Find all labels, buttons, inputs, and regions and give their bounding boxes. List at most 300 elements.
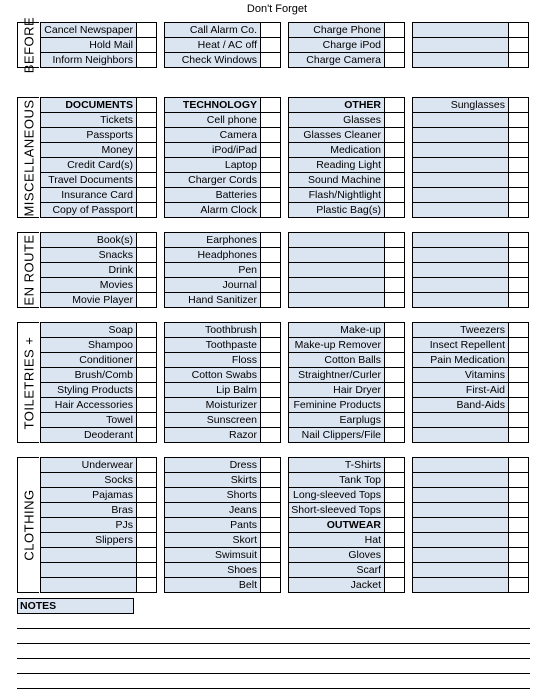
checklist-row: [41, 113, 157, 128]
checklist-row: [165, 578, 281, 593]
check-box[interactable]: [261, 158, 281, 173]
section-clothing: [17, 457, 537, 593]
check-box[interactable]: [137, 188, 157, 203]
item-label: Hair Accessories: [41, 398, 137, 413]
check-box[interactable]: [385, 203, 405, 218]
check-box[interactable]: [137, 38, 157, 53]
check-box[interactable]: [261, 503, 281, 518]
check-box[interactable]: [509, 278, 529, 293]
item-label: Straightner/Curler: [289, 368, 385, 383]
check-box[interactable]: [261, 533, 281, 548]
item-label: [289, 248, 385, 263]
checklist-row: [289, 113, 405, 128]
item-label: Band-Aids: [413, 398, 509, 413]
check-box[interactable]: [137, 233, 157, 248]
checklist-row: [413, 113, 529, 128]
checklist-column: [164, 97, 281, 218]
check-box[interactable]: [509, 563, 529, 578]
check-box[interactable]: [137, 143, 157, 158]
item-label: Towel: [41, 413, 137, 428]
item-label: [413, 503, 509, 518]
checklist-row: [413, 488, 529, 503]
check-box[interactable]: [385, 323, 405, 338]
check-box[interactable]: [137, 368, 157, 383]
checklist-row: [289, 23, 405, 38]
section-before: [17, 16, 537, 74]
check-box[interactable]: [509, 353, 529, 368]
item-label: Pants: [165, 518, 261, 533]
checklist-row: [165, 188, 281, 203]
checklist-row: [165, 113, 281, 128]
checklist-row: [165, 263, 281, 278]
check-box[interactable]: [509, 143, 529, 158]
check-box[interactable]: [509, 173, 529, 188]
checklist-row: [289, 563, 405, 578]
item-label: [413, 428, 509, 443]
item-label: [413, 143, 509, 158]
item-label: Book(s): [41, 233, 137, 248]
item-label: Insurance Card: [41, 188, 137, 203]
check-box[interactable]: [509, 188, 529, 203]
check-box[interactable]: [509, 338, 529, 353]
item-label: [413, 458, 509, 473]
checklist-row: [41, 188, 157, 203]
check-box[interactable]: [509, 128, 529, 143]
check-box[interactable]: [509, 383, 529, 398]
check-box[interactable]: [385, 338, 405, 353]
item-label: Movies: [41, 278, 137, 293]
check-box[interactable]: [137, 518, 157, 533]
item-label: Cotton Swabs: [165, 368, 261, 383]
check-box[interactable]: [137, 278, 157, 293]
check-box[interactable]: [261, 548, 281, 563]
checklist-row: [41, 578, 157, 593]
check-box[interactable]: [385, 233, 405, 248]
checklist-row: [289, 338, 405, 353]
notes-line[interactable]: [17, 658, 530, 659]
item-label: Drink: [41, 263, 137, 278]
item-label: T-Shirts: [289, 458, 385, 473]
section-toiletries: [17, 322, 537, 443]
notes-line[interactable]: [17, 673, 530, 674]
checklist-row: [413, 398, 529, 413]
check-box[interactable]: [261, 278, 281, 293]
check-box[interactable]: [385, 53, 405, 68]
item-label: Jeans: [165, 503, 261, 518]
check-box[interactable]: [261, 488, 281, 503]
item-label: [413, 473, 509, 488]
check-box[interactable]: [385, 503, 405, 518]
check-box[interactable]: [137, 428, 157, 443]
checklist-row: [413, 563, 529, 578]
check-box[interactable]: [261, 578, 281, 593]
check-box[interactable]: [261, 323, 281, 338]
check-box[interactable]: [509, 473, 529, 488]
checklist-row: [41, 368, 157, 383]
checklist-row: [41, 488, 157, 503]
check-box[interactable]: [385, 128, 405, 143]
checklist-column: [412, 22, 529, 68]
check-box[interactable]: [261, 113, 281, 128]
check-box[interactable]: [137, 563, 157, 578]
checklist-row: [165, 473, 281, 488]
check-box[interactable]: [385, 428, 405, 443]
checklist-row: [289, 368, 405, 383]
checklist-row: [413, 368, 529, 383]
check-box[interactable]: [261, 473, 281, 488]
check-box[interactable]: [509, 53, 529, 68]
check-box[interactable]: [509, 413, 529, 428]
checklist-row: [413, 143, 529, 158]
section-label-text: EN ROUTE: [21, 234, 36, 306]
checklist-row: [413, 533, 529, 548]
check-box[interactable]: [509, 203, 529, 218]
checklist-column: [288, 322, 405, 443]
item-label: [413, 158, 509, 173]
check-box[interactable]: [261, 233, 281, 248]
check-box[interactable]: [137, 398, 157, 413]
section-label-text: BEFORE: [21, 16, 36, 74]
checklist-row: [165, 458, 281, 473]
item-label: Credit Card(s): [41, 158, 137, 173]
check-box[interactable]: [385, 278, 405, 293]
check-box[interactable]: [509, 38, 529, 53]
check-box[interactable]: [137, 158, 157, 173]
item-label: First-Aid: [413, 383, 509, 398]
item-label: Sunscreen: [165, 413, 261, 428]
check-box[interactable]: [509, 98, 529, 113]
checklist-column: [412, 232, 529, 308]
check-box[interactable]: [261, 518, 281, 533]
item-label: Movie Player: [41, 293, 137, 308]
check-box[interactable]: [509, 293, 529, 308]
check-box[interactable]: [137, 533, 157, 548]
checklist-row: [289, 203, 405, 218]
check-box[interactable]: [509, 578, 529, 593]
checklist-row: [289, 38, 405, 53]
check-box[interactable]: [261, 368, 281, 383]
checklist-row: [165, 173, 281, 188]
item-label: Hat: [289, 533, 385, 548]
check-box[interactable]: [261, 98, 281, 113]
check-box[interactable]: [385, 458, 405, 473]
item-label: Make-up: [289, 323, 385, 338]
item-label: Batteries: [165, 188, 261, 203]
checklist-row: [165, 383, 281, 398]
item-label: Floss: [165, 353, 261, 368]
checklist-column: [164, 22, 281, 68]
check-box[interactable]: [261, 53, 281, 68]
check-box[interactable]: [137, 113, 157, 128]
item-label: Tank Top: [289, 473, 385, 488]
item-label: Toothbrush: [165, 323, 261, 338]
check-box[interactable]: [261, 428, 281, 443]
check-box[interactable]: [137, 293, 157, 308]
checklist-column: [288, 22, 405, 68]
check-box[interactable]: [137, 203, 157, 218]
checklist-row: [289, 173, 405, 188]
section-label: [17, 457, 39, 593]
item-label: [413, 518, 509, 533]
checklist-column: [40, 232, 157, 308]
checklist-row: [413, 173, 529, 188]
check-box[interactable]: [261, 563, 281, 578]
checklist-row: [413, 383, 529, 398]
checklist-row: [289, 488, 405, 503]
check-box[interactable]: [261, 458, 281, 473]
check-box[interactable]: [261, 128, 281, 143]
check-box[interactable]: [509, 263, 529, 278]
item-label: Earphones: [165, 233, 261, 248]
checklist-row: [413, 323, 529, 338]
check-box[interactable]: [385, 368, 405, 383]
item-label: [413, 38, 509, 53]
check-box[interactable]: [509, 158, 529, 173]
item-label: Dress: [165, 458, 261, 473]
check-box[interactable]: [385, 518, 405, 533]
item-label: [413, 533, 509, 548]
check-box[interactable]: [385, 578, 405, 593]
checklist-row: [41, 173, 157, 188]
item-label: Feminine Products: [289, 398, 385, 413]
checklist-column: [40, 457, 157, 593]
check-box[interactable]: [261, 263, 281, 278]
check-box[interactable]: [509, 398, 529, 413]
item-label: Styling Products: [41, 383, 137, 398]
check-box[interactable]: [137, 458, 157, 473]
item-label: Snacks: [41, 248, 137, 263]
item-label: [413, 203, 509, 218]
item-label: Sunglasses: [413, 98, 509, 113]
check-box[interactable]: [509, 113, 529, 128]
notes-line[interactable]: [17, 643, 530, 644]
checklist-row: [41, 128, 157, 143]
check-box[interactable]: [261, 413, 281, 428]
checklist-row: [41, 38, 157, 53]
item-label: Shoes: [165, 563, 261, 578]
item-label: Slippers: [41, 533, 137, 548]
checklist-row: [413, 338, 529, 353]
section-en-route: [17, 232, 537, 308]
check-box[interactable]: [385, 353, 405, 368]
check-box[interactable]: [261, 248, 281, 263]
check-box[interactable]: [509, 248, 529, 263]
item-label: Socks: [41, 473, 137, 488]
item-label: Inform Neighbors: [41, 53, 137, 68]
section-label: [17, 16, 39, 74]
check-box[interactable]: [509, 533, 529, 548]
check-box[interactable]: [385, 98, 405, 113]
check-box[interactable]: [385, 188, 405, 203]
checklist-row: [165, 488, 281, 503]
section-miscellaneous: [17, 97, 537, 218]
check-box[interactable]: [137, 548, 157, 563]
check-box[interactable]: [137, 173, 157, 188]
item-label: Swimsuit: [165, 548, 261, 563]
check-box[interactable]: [137, 53, 157, 68]
item-label: Tickets: [41, 113, 137, 128]
checklist-row: [413, 233, 529, 248]
checklist-row: [41, 323, 157, 338]
check-box[interactable]: [137, 338, 157, 353]
check-box[interactable]: [137, 98, 157, 113]
check-box[interactable]: [385, 263, 405, 278]
checklist-row: [289, 353, 405, 368]
item-label: Reading Light: [289, 158, 385, 173]
check-box[interactable]: [509, 488, 529, 503]
check-box[interactable]: [509, 323, 529, 338]
check-box[interactable]: [509, 368, 529, 383]
notes-line[interactable]: [17, 628, 530, 629]
check-box[interactable]: [137, 413, 157, 428]
checklist-row: [289, 518, 405, 533]
checklist-row: [289, 128, 405, 143]
checklist-row: [165, 368, 281, 383]
page-title: Don't Forget: [246, 3, 308, 15]
item-label: Charger Cords: [165, 173, 261, 188]
check-box[interactable]: [385, 563, 405, 578]
item-label: Moisturizer: [165, 398, 261, 413]
checklist-row: [413, 278, 529, 293]
item-label: Cancel Newspaper: [41, 23, 137, 38]
item-label: TECHNOLOGY: [165, 98, 261, 113]
item-label: OTHER: [289, 98, 385, 113]
check-box[interactable]: [137, 23, 157, 38]
checklist-row: [41, 98, 157, 113]
checklist-row: [165, 563, 281, 578]
check-box[interactable]: [261, 398, 281, 413]
check-box[interactable]: [385, 293, 405, 308]
check-box[interactable]: [385, 143, 405, 158]
check-box[interactable]: [137, 353, 157, 368]
check-box[interactable]: [385, 548, 405, 563]
item-label: Hair Dryer: [289, 383, 385, 398]
checklist-row: [41, 263, 157, 278]
check-box[interactable]: [385, 173, 405, 188]
checklist-row: [289, 458, 405, 473]
check-box[interactable]: [137, 383, 157, 398]
check-box[interactable]: [261, 203, 281, 218]
check-box[interactable]: [261, 143, 281, 158]
check-box[interactable]: [261, 383, 281, 398]
check-box[interactable]: [137, 488, 157, 503]
checklist-row: [413, 293, 529, 308]
item-label: Flash/Nightlight: [289, 188, 385, 203]
item-label: DOCUMENTS: [41, 98, 137, 113]
check-box[interactable]: [137, 578, 157, 593]
check-box[interactable]: [509, 503, 529, 518]
item-label: Scarf: [289, 563, 385, 578]
check-box[interactable]: [385, 488, 405, 503]
check-box[interactable]: [509, 548, 529, 563]
checklist-column: [40, 322, 157, 443]
item-label: Check Windows: [165, 53, 261, 68]
item-label: [413, 173, 509, 188]
check-box[interactable]: [385, 158, 405, 173]
item-label: iPod/iPad: [165, 143, 261, 158]
checklist-row: [41, 563, 157, 578]
check-box[interactable]: [261, 173, 281, 188]
item-label: Glasses Cleaner: [289, 128, 385, 143]
checklist-row: [41, 533, 157, 548]
item-label: Make-up Remover: [289, 338, 385, 353]
item-label: Vitamins: [413, 368, 509, 383]
check-box[interactable]: [137, 263, 157, 278]
check-box[interactable]: [261, 338, 281, 353]
item-label: [41, 578, 137, 593]
check-box[interactable]: [261, 293, 281, 308]
item-label: OUTWEAR: [289, 518, 385, 533]
check-box[interactable]: [385, 248, 405, 263]
item-label: Passports: [41, 128, 137, 143]
checklist-row: [289, 503, 405, 518]
check-box[interactable]: [385, 413, 405, 428]
check-box[interactable]: [385, 113, 405, 128]
item-label: [413, 563, 509, 578]
check-box[interactable]: [261, 23, 281, 38]
check-box[interactable]: [509, 428, 529, 443]
check-box[interactable]: [385, 473, 405, 488]
check-box[interactable]: [261, 188, 281, 203]
item-label: Nail Clippers/File: [289, 428, 385, 443]
check-box[interactable]: [385, 398, 405, 413]
check-box[interactable]: [509, 233, 529, 248]
section-label: [17, 322, 39, 443]
checklist-row: [41, 383, 157, 398]
check-box[interactable]: [261, 353, 281, 368]
item-label: Soap: [41, 323, 137, 338]
check-box[interactable]: [137, 503, 157, 518]
item-label: Brush/Comb: [41, 368, 137, 383]
checklist-row: [41, 23, 157, 38]
checklist-row: [165, 53, 281, 68]
item-label: Pen: [165, 263, 261, 278]
checklist-row: [165, 548, 281, 563]
checklist-row: [413, 413, 529, 428]
checklist-row: [289, 578, 405, 593]
checklist-column: [164, 232, 281, 308]
item-label: [413, 188, 509, 203]
check-box[interactable]: [137, 248, 157, 263]
item-label: Hand Sanitizer: [165, 293, 261, 308]
notes-label: NOTES: [17, 598, 134, 614]
check-box[interactable]: [137, 473, 157, 488]
check-box[interactable]: [385, 23, 405, 38]
check-box[interactable]: [137, 323, 157, 338]
item-label: Jacket: [289, 578, 385, 593]
section-label-text: CLOTHING: [21, 489, 36, 561]
check-box[interactable]: [385, 38, 405, 53]
check-box[interactable]: [385, 533, 405, 548]
item-label: Skort: [165, 533, 261, 548]
checklist-row: [41, 413, 157, 428]
checklist-row: [41, 248, 157, 263]
item-label: [413, 278, 509, 293]
item-label: [413, 413, 509, 428]
notes-line[interactable]: [17, 688, 530, 689]
item-label: Plastic Bag(s): [289, 203, 385, 218]
item-label: Call Alarm Co.: [165, 23, 261, 38]
check-box[interactable]: [137, 128, 157, 143]
checklist-row: [165, 248, 281, 263]
check-box[interactable]: [385, 383, 405, 398]
check-box[interactable]: [509, 458, 529, 473]
check-box[interactable]: [509, 518, 529, 533]
check-box[interactable]: [261, 38, 281, 53]
item-label: [413, 53, 509, 68]
check-box[interactable]: [509, 23, 529, 38]
checklist-row: [413, 503, 529, 518]
